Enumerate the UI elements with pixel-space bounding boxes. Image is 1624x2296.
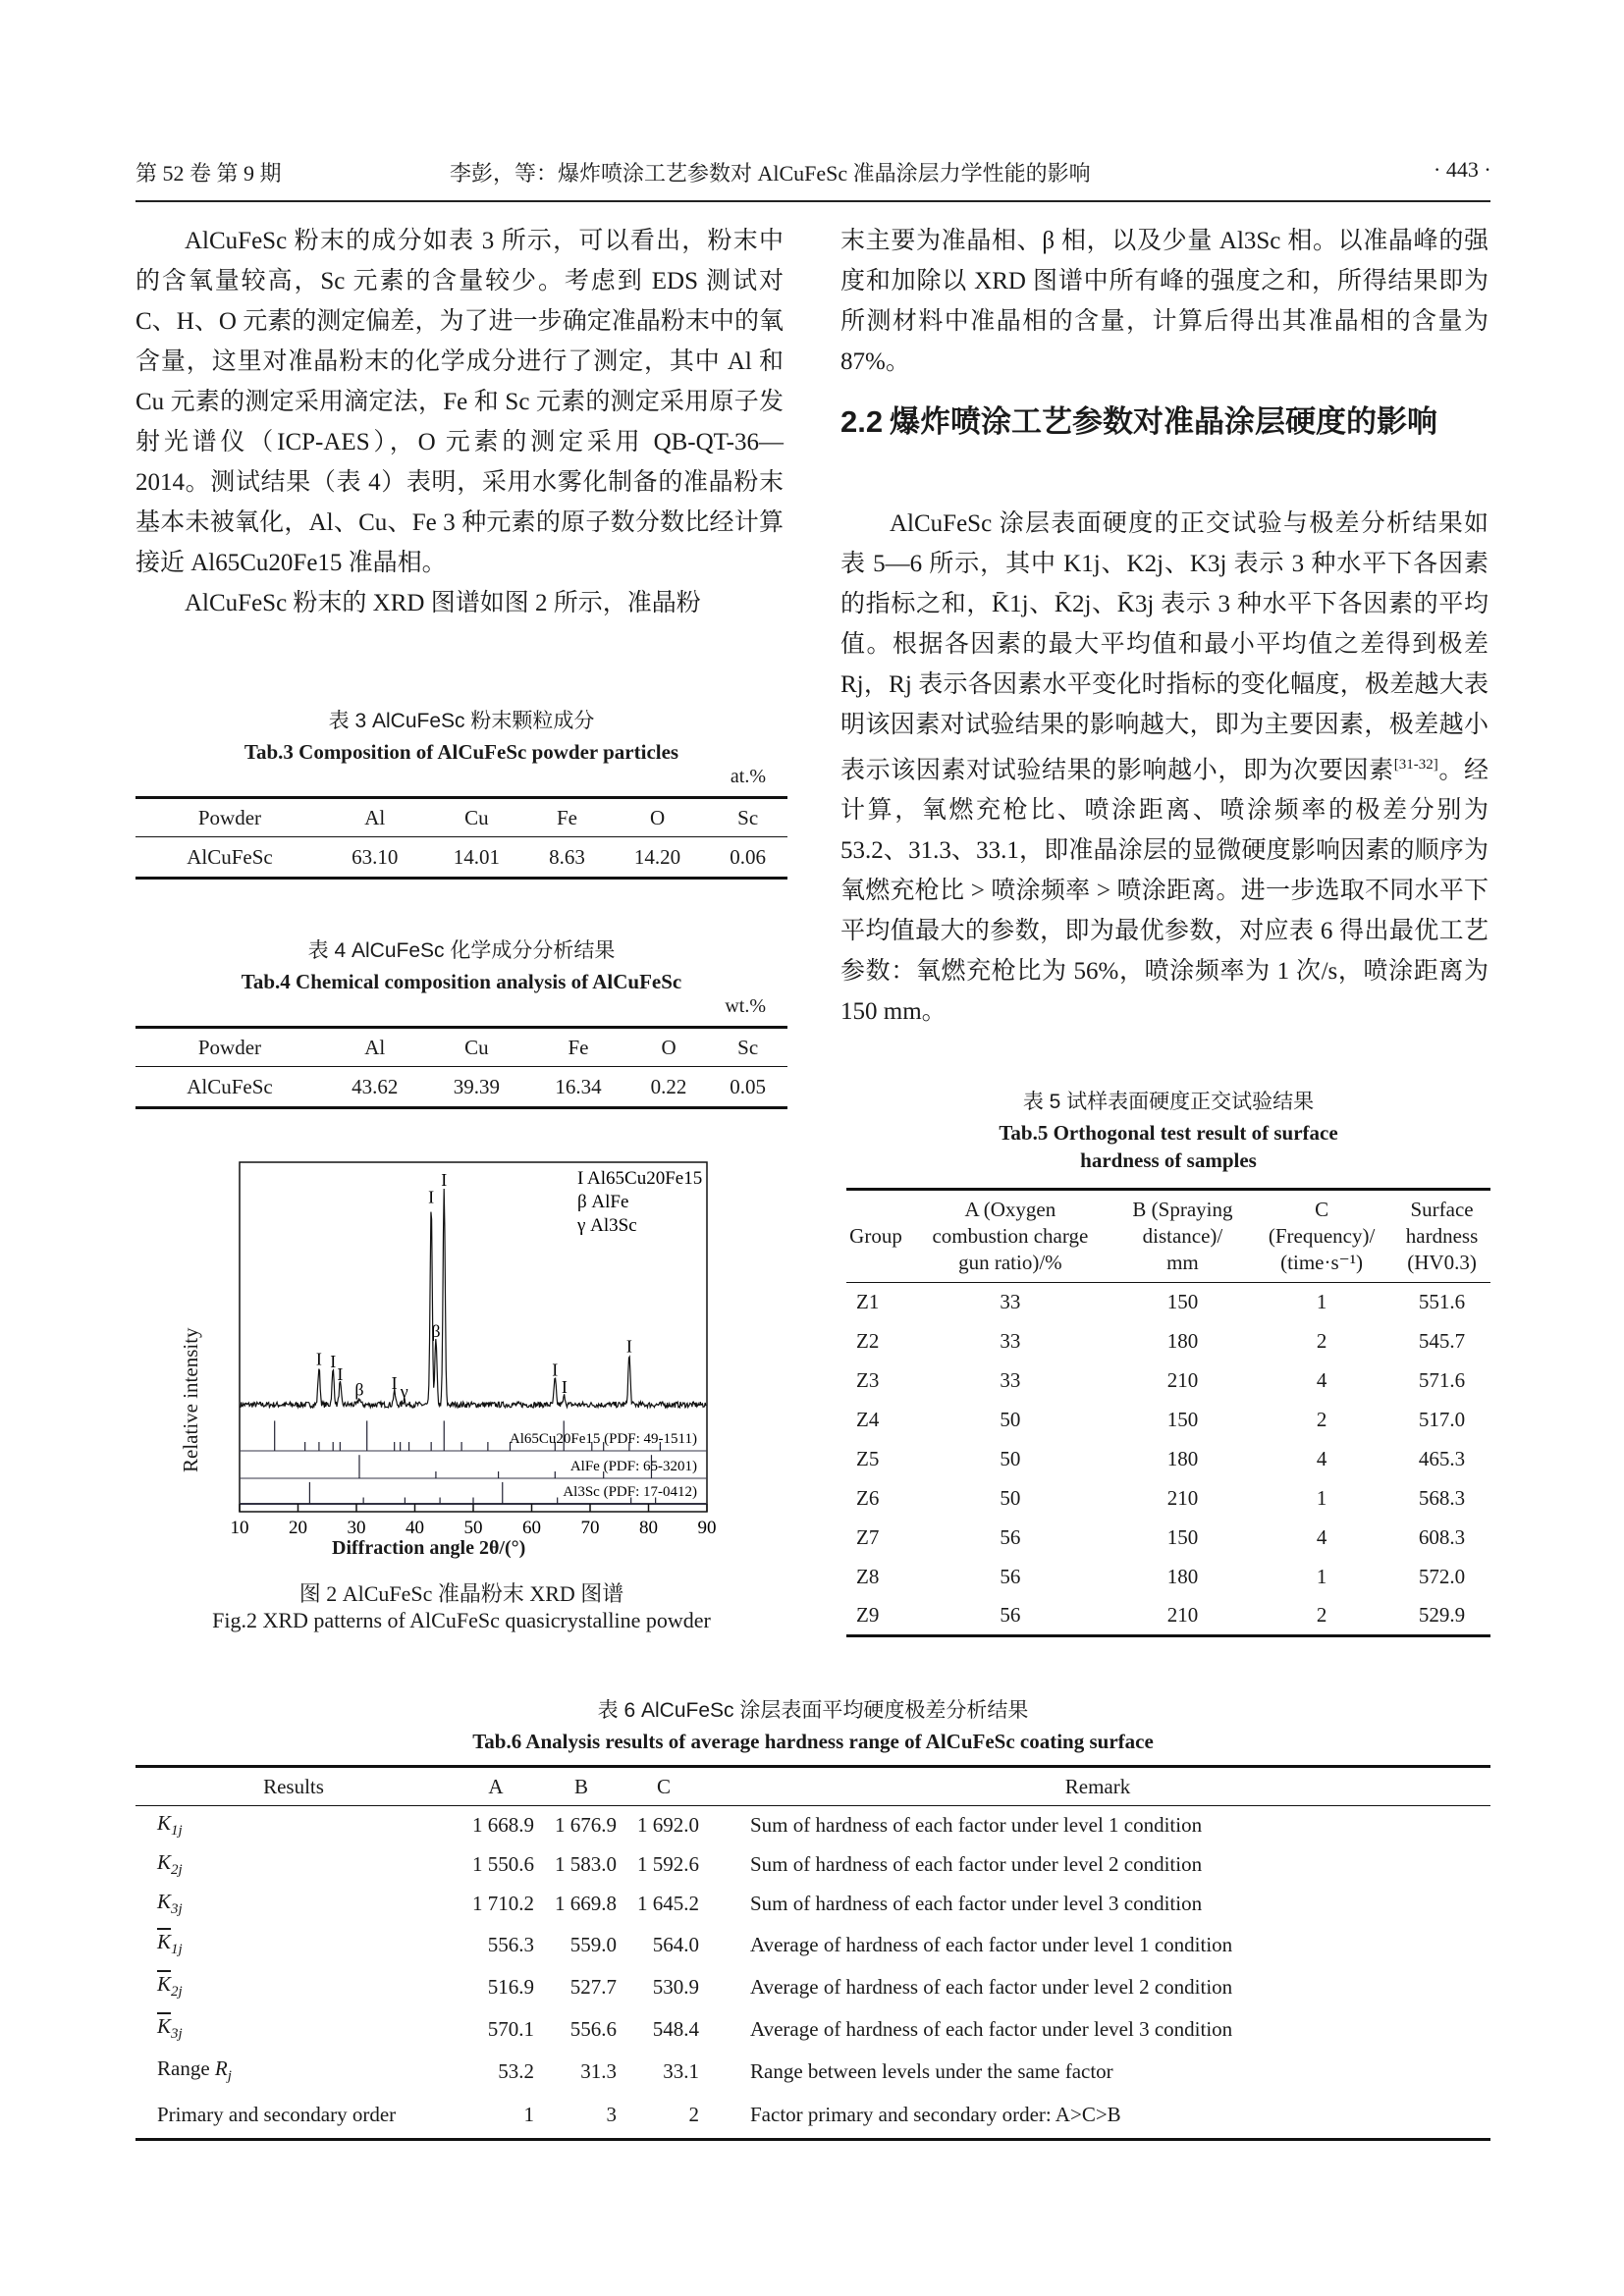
table-cell: Z7: [856, 1525, 880, 1549]
row-label: [135, 2008, 452, 2051]
left-column-text: [135, 221, 784, 623]
table-cell: 210: [1166, 1603, 1199, 1628]
running-title: 李彭，等：爆炸喷涂工艺参数对 AlCuFeSc 准晶涂层力学性能的影响: [450, 161, 1091, 186]
table-row: [135, 1845, 1490, 1885]
table-cell: 16.34: [555, 1074, 602, 1098]
col-header: Al: [364, 805, 386, 829]
table-row: [135, 837, 787, 879]
table-cell: 545.7: [1418, 1329, 1466, 1353]
table-cell: 1: [1316, 1486, 1327, 1510]
table-4: [135, 934, 787, 1109]
table-cell: 1 668.9: [472, 1813, 534, 1838]
col-header-a: [905, 1190, 1115, 1283]
table-row: [135, 1067, 787, 1108]
table-row: [846, 1401, 1490, 1440]
table-cell: Z1: [856, 1290, 880, 1314]
peak-label: γ: [400, 1381, 408, 1402]
x-axis-label: Diffraction angle 2θ/(°): [332, 1537, 526, 1559]
table-row: [846, 1479, 1490, 1519]
table-6: [135, 1694, 1490, 2141]
table-cell: Z9: [856, 1603, 880, 1628]
table-cell: 33.1: [663, 2058, 699, 2083]
orthogonal-test-table: [846, 1188, 1490, 1637]
math-symbol: R: [214, 2056, 228, 2081]
table-cell: 564.0: [652, 1932, 699, 1956]
table-cell: 63.10: [352, 844, 399, 869]
table-cell: 150: [1166, 1408, 1199, 1431]
x-tick-label: 40: [406, 1518, 424, 1538]
table-caption-en: Tab.6 Analysis results of average hardness range of AlCuFeSc coating surface: [472, 1730, 1154, 1753]
math-symbol: $\overline{K}$: [157, 1930, 172, 1954]
peak-label: I: [625, 1336, 632, 1357]
table-cell: AlCuFeSc: [187, 1074, 273, 1098]
paragraph: AlCuFeSc 粉末的 XRD 图谱如图 2 所示，准晶粉: [185, 590, 701, 616]
header-line: C: [1315, 1198, 1329, 1221]
table-caption-en: Tab.4 Chemical composition analysis of AlCuFeSc: [241, 970, 682, 993]
peak-label: I: [315, 1349, 322, 1369]
x-tick-label: 50: [463, 1518, 483, 1538]
reference-label: Al3Sc (PDF: 17-0412): [563, 1484, 697, 1500]
table-cell: 50: [1000, 1486, 1021, 1510]
row-label-text: Range: [157, 2056, 215, 2081]
remark-cell: Sum of hardness of each factor under level 3 condition: [750, 1892, 1203, 1915]
remark-cell: Average of hardness of each factor under level 3 condition: [750, 2016, 1233, 2041]
x-tick-label: 90: [697, 1518, 717, 1538]
math-subscript: j: [227, 2068, 232, 2085]
col-header-b: [1115, 1190, 1250, 1283]
table-cell: 56: [1000, 1565, 1021, 1588]
table-cell: 1 583.0: [555, 1852, 617, 1876]
remark-cell: Sum of hardness of each factor under level 1 condition: [750, 1813, 1203, 1838]
header-rule: [135, 200, 1490, 202]
col-header: Remark: [1064, 1774, 1131, 1798]
section-title: 爆炸喷涂工艺参数对准晶涂层硬度的影响: [890, 404, 1437, 439]
table-cell: 210: [1166, 1486, 1199, 1510]
journal-volume-issue: 第 52 卷 第 9 期: [135, 161, 282, 186]
table-row: [846, 1440, 1490, 1479]
table-row: [846, 1283, 1490, 1322]
table-cell: 150: [1166, 1525, 1199, 1549]
table-cell: 180: [1166, 1565, 1199, 1588]
header-line: combustion charge: [932, 1224, 1089, 1248]
table-cell: Z2: [856, 1329, 880, 1353]
table-cell: 2: [1316, 1603, 1327, 1628]
page-number: · 443 ·: [1434, 157, 1491, 182]
peak-label: I: [428, 1187, 435, 1207]
table-cell: 8.63: [549, 844, 585, 869]
table-cell: 2: [1316, 1329, 1327, 1353]
col-header-d: [1393, 1190, 1490, 1283]
col-header: Cu: [464, 1035, 489, 1059]
col-header: Powder: [197, 1035, 262, 1059]
table-5: [846, 1086, 1490, 1637]
x-tick-label: 30: [347, 1518, 366, 1538]
peak-label: I: [391, 1372, 398, 1393]
table-cell: 33: [1000, 1329, 1021, 1353]
table-cell: Z8: [856, 1565, 880, 1588]
table-cell: 529.9: [1418, 1603, 1466, 1628]
figure-caption-cn: 图 2 AlCuFeSc 准晶粉末 XRD 图谱: [298, 1581, 624, 1606]
right-column-text-2: [840, 504, 1489, 1032]
table-cell: 608.3: [1418, 1525, 1466, 1549]
table-row: [846, 1519, 1490, 1558]
peak-label: I: [552, 1360, 559, 1380]
table-cell: 465.3: [1418, 1447, 1466, 1470]
table-3: [135, 705, 787, 880]
table-row: [135, 2008, 1490, 2051]
remark-cell: Average of hardness of each factor under level 2 condition: [750, 1974, 1233, 1999]
table-cell: 39.39: [453, 1074, 500, 1098]
table-row: [846, 1558, 1490, 1597]
header-line: A (Oxygen: [964, 1198, 1056, 1221]
col-header: Sc: [737, 805, 759, 829]
table-row: [846, 1597, 1490, 1636]
col-header: Al: [364, 1035, 386, 1059]
composition-table: [135, 796, 787, 880]
math-subscript: 2j: [171, 1984, 183, 2001]
legend-entry: I Al65Cu20Fe15: [577, 1168, 703, 1189]
table-cell: 1 550.6: [472, 1852, 534, 1876]
table-cell: 548.4: [652, 2016, 699, 2041]
col-header: O: [661, 1035, 677, 1059]
xrd-chart: [196, 1158, 746, 1571]
header-line: mm: [1166, 1251, 1199, 1274]
table-caption-cn: 表 5 试样表面硬度正交试验结果: [1022, 1091, 1315, 1113]
reference-label: Al65Cu20Fe15 (PDF: 49-1511): [509, 1431, 697, 1447]
table-cell: 150: [1166, 1290, 1199, 1314]
table-row: [135, 1924, 1490, 1966]
col-header: Fe: [568, 1035, 589, 1059]
table-cell: 527.7: [569, 1974, 617, 1999]
table-cell: 568.3: [1418, 1486, 1466, 1510]
table-cell: 556.3: [487, 1932, 534, 1956]
math-subscript: 1j: [171, 1942, 183, 1958]
right-column-text: [840, 221, 1489, 382]
remark-cell: Factor primary and secondary order: A>C>B: [750, 2103, 1121, 2127]
table-row: [135, 1806, 1490, 1845]
row-label: [135, 1806, 452, 1845]
row-label: [135, 2051, 452, 2093]
math-symbol: K: [157, 1889, 172, 1913]
y-axis-label: Relative intensity: [179, 1327, 202, 1472]
table-row: [135, 2051, 1490, 2093]
table-row: [846, 1362, 1490, 1401]
table-cell: Z4: [856, 1408, 880, 1431]
math-symbol: K: [157, 1849, 172, 1874]
table-caption-en: Tab.5 Orthogonal test result of surface: [999, 1121, 1338, 1145]
x-tick-label: 20: [289, 1518, 307, 1538]
table-row: [135, 1885, 1490, 1924]
table-cell: 33: [1000, 1290, 1021, 1314]
section-number: 2.2: [840, 404, 884, 439]
table-cell: 572.0: [1418, 1565, 1466, 1588]
section-heading: [840, 398, 1489, 496]
header-line: gun ratio)/%: [958, 1251, 1062, 1274]
x-tick-label: 60: [522, 1518, 541, 1538]
col-header: Results: [263, 1774, 324, 1798]
row-label-text: Primary and secondary order: [157, 2103, 397, 2127]
table-cell: 1 592.6: [637, 1852, 699, 1876]
x-tick-label: 80: [639, 1518, 658, 1538]
table-cell: 56: [1000, 1525, 1021, 1549]
table-cell: 517.0: [1418, 1408, 1466, 1431]
peak-label: I: [330, 1351, 337, 1371]
table-cell: 570.1: [487, 2016, 534, 2041]
table-cell: 56: [1000, 1603, 1021, 1628]
math-subscript: 3j: [171, 1901, 183, 1918]
table-cell: 551.6: [1418, 1290, 1466, 1314]
paragraph: 末主要为准晶相、β 相，以及少量 Al3Sc 相。以准晶峰的强度和加除以 XRD 图谱中所有峰的强度之和，所得结果即为所测材料中准晶相的含量，计算后得出其准晶相的含量为 87%。: [840, 228, 1489, 375]
math-symbol: K: [157, 1811, 172, 1836]
table-cell: 1: [1316, 1565, 1327, 1588]
table-cell: 50: [1000, 1408, 1021, 1431]
table-unit: at.%: [730, 766, 766, 787]
peak-label: β: [354, 1379, 364, 1400]
col-header: A: [488, 1774, 504, 1798]
remark-cell: Sum of hardness of each factor under level 2 condition: [750, 1852, 1203, 1876]
table-cell: 530.9: [652, 1974, 699, 1999]
table-cell: 1 692.0: [637, 1813, 699, 1838]
table-cell: 2: [1316, 1408, 1327, 1431]
table-cell: Z3: [856, 1368, 880, 1392]
table-cell: 556.6: [569, 2016, 617, 2041]
col-header: Powder: [197, 805, 262, 829]
remark-cell: Range between levels under the same factor: [750, 2058, 1113, 2083]
table-cell: 4: [1316, 1368, 1327, 1392]
peak-label: I: [337, 1364, 344, 1384]
math-subscript: 1j: [171, 1823, 183, 1840]
citation: [31-32]: [1393, 757, 1438, 773]
peak-label: I: [561, 1377, 568, 1398]
table-cell: 3: [606, 2103, 617, 2127]
table-cell: 1: [523, 2103, 534, 2127]
table-cell: 210: [1166, 1368, 1199, 1392]
table-cell: 180: [1166, 1447, 1199, 1470]
math-symbol: $\overline{K}$: [157, 1972, 172, 1997]
table-cell: 4: [1316, 1525, 1327, 1549]
row-label: [135, 1966, 452, 2008]
table-cell: 14.20: [633, 844, 681, 869]
table-cell: 0.06: [730, 844, 767, 869]
table-caption-en: Tab.3 Composition of AlCuFeSc powder particles: [244, 740, 679, 764]
table-cell: 43.62: [352, 1074, 399, 1098]
table-caption-cn: 表 4 AlCuFeSc 化学成分分析结果: [307, 939, 616, 962]
table-row: [846, 1322, 1490, 1362]
col-header-c: [1250, 1190, 1393, 1283]
table-cell: 50: [1000, 1447, 1021, 1470]
table-header-row: [135, 1028, 787, 1067]
table-header-row: [135, 798, 787, 837]
col-header: B: [573, 1774, 588, 1798]
col-header: Cu: [464, 805, 489, 829]
col-header: O: [649, 805, 666, 829]
table-caption-en-2: hardness of samples: [1080, 1148, 1257, 1172]
row-label: [135, 1845, 452, 1885]
table-cell: 31.3: [580, 2058, 617, 2083]
table-caption-cn: 表 3 AlCuFeSc 粉末颗粒成分: [328, 710, 595, 732]
col-header: Group: [849, 1224, 902, 1248]
reference-label: AlFe (PDF: 65-3201): [569, 1459, 697, 1474]
header-line: Surface: [1410, 1198, 1474, 1221]
legend-entry: β AlFe: [577, 1192, 629, 1212]
remark-cell: Average of hardness of each factor under level 1 condition: [750, 1932, 1233, 1956]
header-line: (Frequency)/: [1268, 1224, 1376, 1248]
range-analysis-table: [135, 1765, 1490, 2141]
header-line: distance)/: [1142, 1224, 1223, 1248]
table-row: [135, 2093, 1490, 2140]
table-cell: 1 669.8: [555, 1892, 617, 1915]
col-header: Sc: [737, 1035, 759, 1059]
row-label: [135, 2093, 452, 2140]
table-cell: 2: [688, 2103, 699, 2127]
legend-entry: γ Al3Sc: [577, 1215, 637, 1236]
math-subscript: 2j: [171, 1862, 183, 1879]
figure-caption-en: Fig.2 XRD patterns of AlCuFeSc quasicrystalline powder: [212, 1608, 711, 1632]
table-cell: AlCuFeSc: [187, 844, 273, 869]
table-cell: 4: [1316, 1447, 1327, 1470]
table-cell: Z6: [856, 1486, 880, 1510]
paragraph: AlCuFeSc 粉末的成分如表 3 所示，可以看出，粉末中的含氧量较高，Sc 元素的含量较少。考虑到 EDS 测试对 C、H、O 元素的测定偏差，为了进一步确定准晶粉末中的氧含量，这里对准晶粉末的化学成分进行了测定，其中 Al 和 Cu 元素的测定采用滴定法，Fe 和 Sc 元素的测定采用原子发射光谱仪（ICP-AES），O 元素的测定采用 QB-QT-36—2014。测试结果（表 4）表明，采用水雾化制备的准晶粉末基本未被氧化，Al、Cu、Fe 3 种元素的原子数分数比经计算接近 Al65Cu20Fe15 准晶相。: [135, 228, 784, 576]
chemical-composition-table: [135, 1026, 787, 1109]
col-header: C: [656, 1774, 671, 1798]
table-cell: 559.0: [569, 1932, 617, 1956]
y-axis-label-wrap: [179, 1296, 208, 1472]
paragraph: [840, 504, 1489, 1032]
table-cell: 571.6: [1418, 1368, 1466, 1392]
math-symbol: $\overline{K}$: [157, 2014, 172, 2039]
xrd-figure: [179, 1158, 746, 1571]
header-line: (HV0.3): [1407, 1251, 1477, 1274]
table-header-row: [135, 1767, 1490, 1806]
paragraph-part: AlCuFeSc 涂层表面硬度的正交试验与极差分析结果如表 5—6 所示，其中 K1j、K2j、K3j 表示 3 种水平下各因素的指标之和，K̄1j、K̄2j、K̄3j 表示 3 种水平下各因素的平均值。根据各因素的最大平均值和最小平均值之差得到极差 Rj，Rj 表示各因素水平变化时指标的变化幅度，极差越大表明该因素对试验结果的影响越大，即为主要因素，极差越小表示该因素对试验结果的影响越小，即为次要因素: [840, 510, 1489, 784]
table-cell: 516.9: [487, 1974, 534, 1999]
table-header-row: [846, 1190, 1490, 1283]
table-cell: 14.01: [453, 844, 500, 869]
table-cell: 1 710.2: [472, 1892, 534, 1915]
table-cell: 1 645.2: [637, 1892, 699, 1915]
table-cell: 180: [1166, 1329, 1199, 1353]
header-line: hardness: [1405, 1224, 1479, 1248]
table-cell: 1: [1316, 1290, 1327, 1314]
row-label: [135, 1924, 452, 1966]
table-unit: wt.%: [725, 995, 766, 1017]
math-subscript: 3j: [171, 2026, 183, 2043]
row-label: [135, 1885, 452, 1924]
table-caption-cn: 表 6 AlCuFeSc 涂层表面平均硬度极差分析结果: [597, 1699, 1029, 1722]
table-cell: 0.22: [650, 1074, 687, 1098]
table-cell: 33: [1000, 1368, 1021, 1392]
header-line: (time·s⁻¹): [1280, 1251, 1364, 1274]
peak-label: I: [441, 1170, 448, 1190]
table-cell: 1 676.9: [555, 1813, 617, 1838]
header-line: B (Spraying: [1132, 1198, 1233, 1221]
table-cell: 0.05: [730, 1074, 767, 1098]
x-tick-label: 10: [230, 1518, 249, 1538]
table-cell: 53.2: [498, 2058, 534, 2083]
col-header: Fe: [556, 805, 577, 829]
table-row: [135, 1966, 1490, 2008]
table-cell: Z5: [856, 1447, 880, 1470]
paragraph-part: 。经计算，氧燃充枪比、喷涂距离、喷涂频率的极差分别为 53.2、31.3、33.1，即准晶涂层的显微硬度影响因素的顺序为氧燃充枪比 > 喷涂频率 > 喷涂距离。进一步选取不同水平下平均值最大的参数，即为最优参数，对应表 6 得出最优工艺参数：氧燃充枪比为 56%，喷涂频率为 1 次/s，喷涂距离为 150 mm。: [840, 757, 1489, 1026]
peak-label: β: [431, 1321, 441, 1341]
x-tick-label: 70: [580, 1518, 600, 1538]
